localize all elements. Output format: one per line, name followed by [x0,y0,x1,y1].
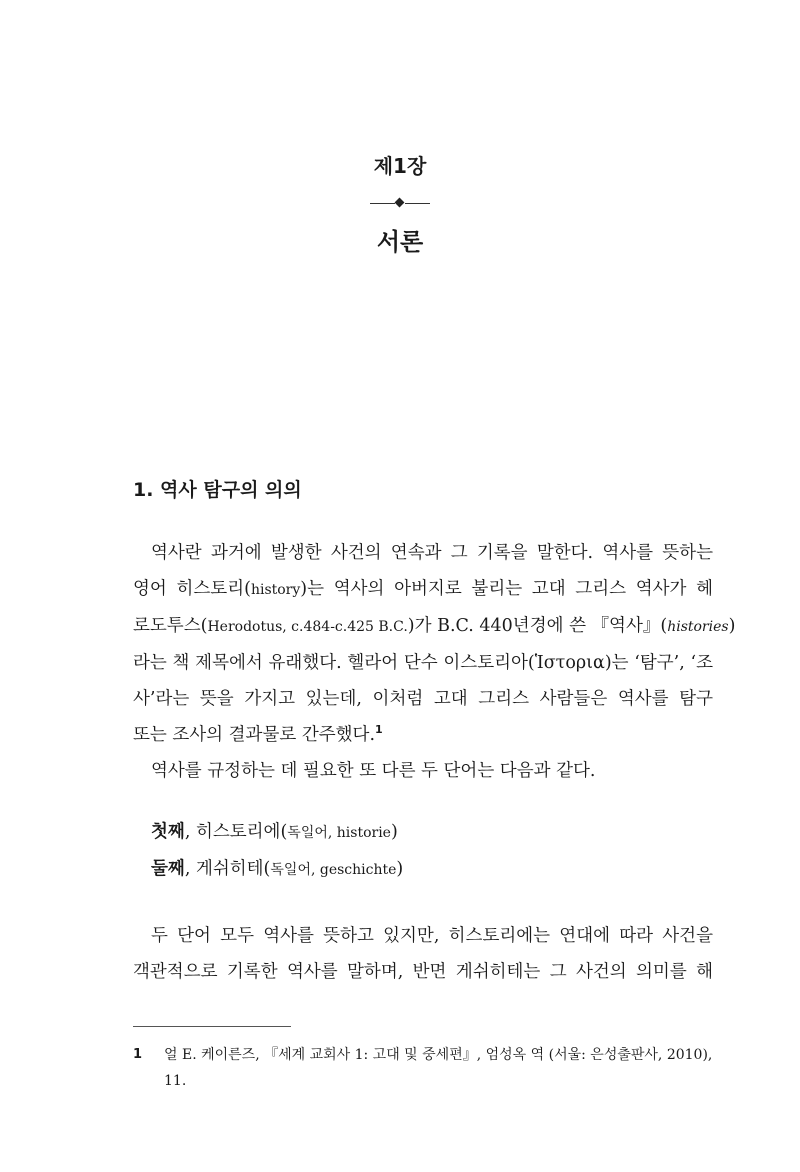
footnote-ref[interactable]: 1 [375,723,383,737]
ornament-divider [370,196,430,210]
chapter-header [0,150,800,260]
diamond-icon [395,198,405,208]
section-heading: 1. 역사 탐구의 의의 [133,479,302,501]
text-run: )가 B.C. 440년경에 쓴 『역사』( [407,616,668,636]
ornament-line-right [405,203,430,204]
english-term: history [250,582,301,598]
list-term: 둘째 [151,859,185,879]
paragraph-line: 사’라는 뜻을 가지고 있는데, 이처럼 고대 그리스 사람들은 역사를 탐구 [133,689,713,709]
list-close: ) [390,822,398,842]
list-close: ) [396,859,404,879]
footnote-divider [133,1026,291,1027]
text-run: 또는 조사의 결과물로 간주했다. [133,725,376,745]
paragraph-line [133,608,736,645]
term-list [151,814,403,888]
footnote [133,1042,713,1094]
list-text: , 게쉬히테( [184,859,271,879]
list-text: , 히스토리에( [184,822,288,842]
chapter-title: 서론 [376,228,424,256]
text-run: 영어 히스토리( [133,579,251,599]
paragraph-2 [133,918,713,990]
list-note: 독일어, geschichte [270,862,397,878]
footnote-line: 11. [164,1073,187,1089]
footnote-number: 1 [133,1047,143,1062]
english-term: histories [667,619,729,635]
english-term: Herodotus, c.484-c.425 B.C. [207,619,408,635]
list-term: 첫째 [151,822,185,842]
paragraph-line [133,717,713,753]
paragraph-1 [133,535,736,789]
paragraph-line: 역사를 규정하는 데 필요한 또 다른 두 단어는 다음과 같다. [151,761,596,781]
list-item [151,851,403,888]
list-item [151,814,403,851]
text-run: )는 역사의 아버지로 불리는 고대 그리스 역사가 헤 [300,579,713,599]
text-run: ) [728,616,736,636]
text-run: 로도투스( [133,616,208,636]
footnote-text [164,1042,713,1094]
footnote-line: 얼 E. 케이른즈, 『세계 교회사 1: 고대 및 중세편』, 엄성옥 역 (서울: 은성출판사, 2010), [164,1047,713,1063]
paragraph-line: 라는 책 제목에서 유래했다. 헬라어 단수 이스토리아(Ἱστορια)는 ‘탐구’, ‘조 [133,653,713,673]
list-note: 독일어, historie [287,825,391,841]
paragraph-line [133,571,713,608]
paragraph-line: 두 단어 모두 역사를 뜻하고 있지만, 히스토리에는 연대에 따라 사건을 [151,926,713,946]
paragraph-line: 객관적으로 기록한 역사를 말하며, 반면 게쉬히테는 그 사건의 의미를 해 [133,962,713,982]
paragraph-line: 역사란 과거에 발생한 사건의 연속과 그 기록을 말한다. 역사를 뜻하는 [151,543,713,563]
ornament-line-left [370,203,395,204]
chapter-number: 제1장 [373,154,427,178]
